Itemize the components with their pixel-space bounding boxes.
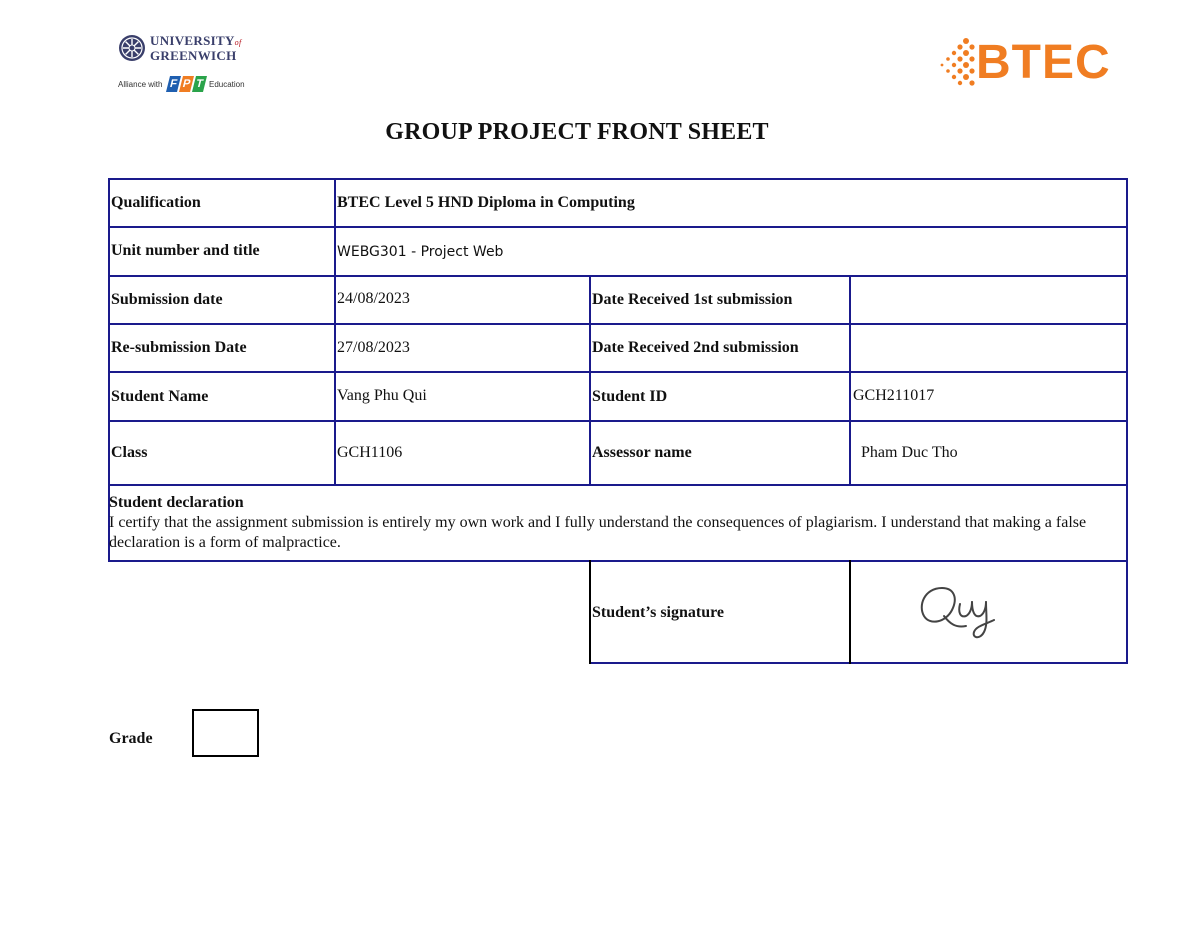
resubmission-date-value: 27/08/2023 [337, 339, 410, 356]
submission-date-value: 24/08/2023 [337, 290, 410, 307]
assessor-label: Assessor name [592, 444, 692, 461]
student-id-value: GCH211017 [853, 387, 935, 404]
table-column-divider [334, 178, 336, 486]
table-row-divider [108, 560, 1128, 562]
resubmission-date-label: Re-submission Date [111, 339, 247, 356]
student-name-label: Student Name [111, 388, 209, 405]
table-row-divider [108, 371, 1128, 373]
university-name: UNIVERSITYof GREENWICH [150, 33, 242, 63]
date-received-1-label: Date Received 1st submission [592, 291, 793, 308]
table-row-divider [108, 226, 1128, 228]
signature-cell-divider [849, 560, 851, 664]
unit-value: WEBG301 - Project Web [337, 244, 504, 260]
date-received-2-label: Date Received 2nd submission [592, 339, 799, 356]
fpt-letter-f: F [166, 76, 181, 92]
grade-label: Grade [109, 730, 153, 747]
university-crest-icon [118, 34, 146, 62]
signature-label: Student’s signature [592, 604, 725, 621]
signature-row-bottom [589, 662, 1128, 664]
btec-dots-icon [936, 35, 976, 91]
table-row-divider [108, 323, 1128, 325]
fpt-letter-t: T [192, 76, 207, 92]
declaration-text: I certify that the assignment submission is entirely my own work and I fully understand the consequences of plagiarism. I understand that making a false declaration is a form of malpractice. [109, 514, 1087, 551]
btec-wordmark: BTEC [976, 36, 1111, 89]
student-name-value: Vang Phu Qui [337, 387, 427, 404]
btec-logo [936, 33, 1126, 93]
table-row-divider [108, 275, 1128, 277]
student-signature [914, 580, 1034, 642]
university-of-greenwich-logo: UNIVERSITYof GREENWICH Alliance with F P T Education [118, 33, 245, 90]
page-title: GROUP PROJECT FRONT SHEET [385, 119, 769, 145]
student-id-label: Student ID [592, 388, 668, 405]
student-declaration [109, 493, 1121, 553]
table-row-divider [108, 484, 1128, 486]
fpt-letter-p: P [179, 76, 194, 92]
unit-label: Unit number and title [111, 242, 260, 259]
submission-date-label: Submission date [111, 291, 223, 308]
qualification-label: Qualification [111, 194, 201, 211]
table-row-divider [108, 420, 1128, 422]
declaration-title: Student declaration [109, 494, 244, 511]
table-border-top [108, 178, 1128, 180]
class-value: GCH1106 [337, 444, 403, 461]
class-label: Class [111, 444, 148, 461]
assessor-value: Pham Duc Tho [861, 444, 958, 461]
table-border-right [1126, 178, 1128, 664]
grade-box[interactable] [192, 709, 259, 757]
table-column-divider [849, 275, 851, 486]
qualification-value: BTEC Level 5 HND Diploma in Computing [337, 194, 635, 211]
